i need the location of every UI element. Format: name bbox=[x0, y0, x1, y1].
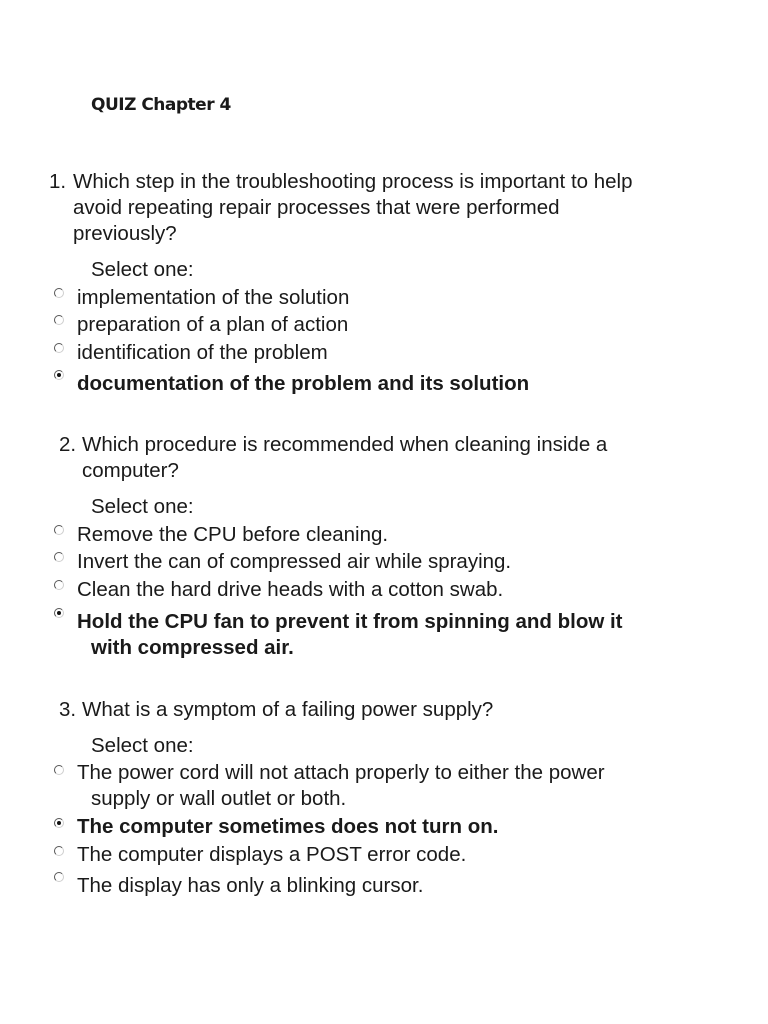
option-label: Clean the hard drive heads with a cotton swab. bbox=[77, 578, 504, 601]
option-label: Remove the CPU before cleaning. bbox=[77, 523, 389, 546]
radio-button[interactable] bbox=[54, 765, 64, 775]
radio-button[interactable] bbox=[54, 525, 64, 535]
question-line: computer? bbox=[82, 459, 179, 482]
option-label bbox=[77, 760, 697, 812]
question-text bbox=[73, 169, 713, 247]
option-label: identification of the problem bbox=[77, 341, 328, 364]
radio-button[interactable] bbox=[54, 552, 64, 562]
page-title: QUIZ Chapter 4 bbox=[91, 95, 231, 115]
radio-button[interactable] bbox=[54, 846, 64, 856]
radio-button[interactable] bbox=[54, 315, 64, 325]
select-one-label: Select one: bbox=[91, 495, 194, 518]
question-line: Which step in the troubleshooting process is important to help bbox=[73, 170, 633, 193]
question-number: 1. bbox=[49, 170, 67, 193]
radio-button[interactable] bbox=[54, 343, 64, 353]
option-line: Hold the CPU fan to prevent it from spinning and blow it bbox=[77, 610, 623, 633]
radio-button-checked[interactable] bbox=[54, 818, 64, 828]
question-line: What is a symptom of a failing power supply? bbox=[82, 698, 494, 721]
question-text bbox=[82, 432, 722, 484]
option-line: with compressed air. bbox=[91, 636, 294, 659]
question-number: 3. bbox=[59, 698, 77, 721]
question-line: Which procedure is recommended when cleaning inside a bbox=[82, 433, 608, 456]
select-one-label: Select one: bbox=[91, 734, 194, 757]
option-label: The display has only a blinking cursor. bbox=[77, 874, 424, 897]
radio-button-checked[interactable] bbox=[54, 608, 64, 618]
question-line: previously? bbox=[73, 222, 177, 245]
radio-button[interactable] bbox=[54, 288, 64, 298]
option-label: documentation of the problem and its solution bbox=[77, 372, 530, 395]
option-line: supply or wall outlet or both. bbox=[91, 787, 347, 810]
radio-button-checked[interactable] bbox=[54, 370, 64, 380]
option-line: The power cord will not attach properly to either the power bbox=[77, 761, 605, 784]
radio-button[interactable] bbox=[54, 580, 64, 590]
option-label bbox=[77, 609, 697, 661]
question-number: 2. bbox=[59, 433, 77, 456]
option-label: The computer sometimes does not turn on. bbox=[77, 815, 499, 838]
option-label: preparation of a plan of action bbox=[77, 313, 349, 336]
option-label: The computer displays a POST error code. bbox=[77, 843, 467, 866]
option-label: Invert the can of compressed air while spraying. bbox=[77, 550, 512, 573]
question-line: avoid repeating repair processes that were performed bbox=[73, 196, 560, 219]
select-one-label: Select one: bbox=[91, 258, 194, 281]
radio-button[interactable] bbox=[54, 872, 64, 882]
option-label: implementation of the solution bbox=[77, 286, 350, 309]
question-text bbox=[82, 697, 722, 723]
